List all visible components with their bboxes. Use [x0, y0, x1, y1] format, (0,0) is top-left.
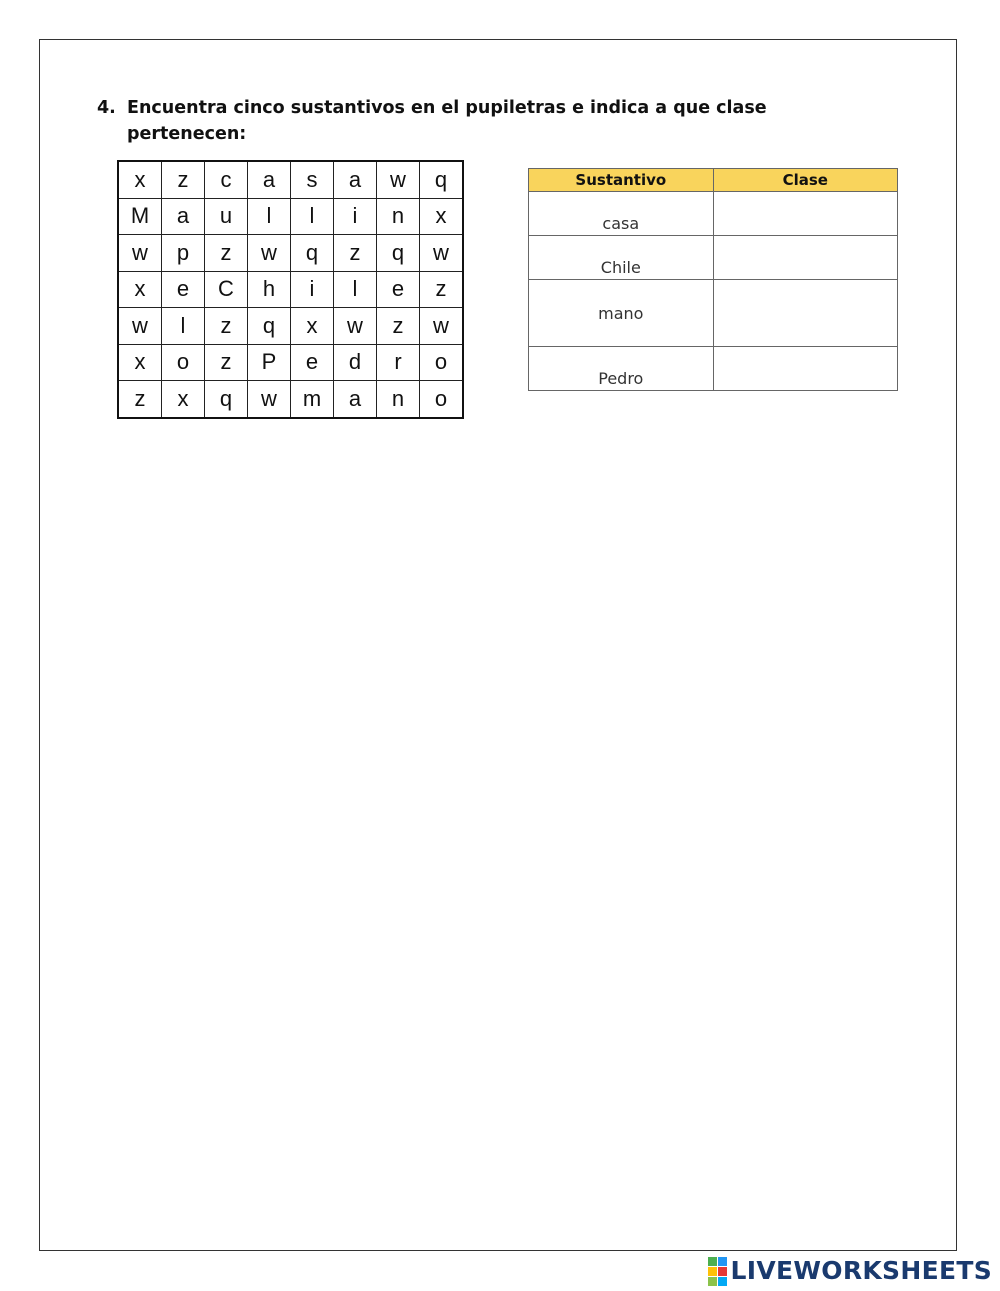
word-search-cell[interactable]: z: [420, 271, 464, 308]
word-search-cell[interactable]: s: [291, 161, 334, 198]
header-noun: Sustantivo: [529, 169, 714, 192]
word-search-cell[interactable]: z: [205, 344, 248, 381]
noun-table-header-row: [529, 169, 898, 192]
word-search-cell[interactable]: z: [205, 308, 248, 345]
word-search-cell[interactable]: x: [118, 344, 162, 381]
word-search-cell[interactable]: i: [334, 198, 377, 235]
word-search-cell[interactable]: P: [248, 344, 291, 381]
word-search-cell[interactable]: q: [248, 308, 291, 345]
noun-cell: Pedro: [529, 347, 714, 391]
word-search-cell[interactable]: c: [205, 161, 248, 198]
table-row: [529, 236, 898, 280]
word-search-cell[interactable]: C: [205, 271, 248, 308]
word-search-cell[interactable]: o: [162, 344, 205, 381]
word-search-row: [118, 381, 463, 418]
word-search-cell[interactable]: a: [248, 161, 291, 198]
noun-cell: casa: [529, 192, 714, 236]
word-search-cell[interactable]: i: [291, 271, 334, 308]
word-search-cell[interactable]: z: [205, 235, 248, 272]
question-line-1: Encuentra cinco sustantivos en el pupiletras e indica a que clase: [127, 98, 767, 118]
word-search-cell[interactable]: l: [248, 198, 291, 235]
word-search-cell[interactable]: w: [334, 308, 377, 345]
word-search-cell[interactable]: w: [118, 235, 162, 272]
word-search-cell[interactable]: o: [420, 381, 464, 418]
word-search-cell[interactable]: l: [291, 198, 334, 235]
word-search-cell[interactable]: q: [377, 235, 420, 272]
word-search-cell[interactable]: a: [162, 198, 205, 235]
logo-mark-square: [708, 1267, 717, 1276]
word-search-row: [118, 308, 463, 345]
word-search-row: [118, 198, 463, 235]
class-answer-cell[interactable]: [713, 280, 897, 347]
word-search-row: [118, 235, 463, 272]
liveworksheets-logo: [708, 1256, 992, 1286]
word-search-cell[interactable]: x: [118, 271, 162, 308]
word-search-cell[interactable]: w: [420, 235, 464, 272]
word-search-cell[interactable]: e: [377, 271, 420, 308]
word-search-cell[interactable]: r: [377, 344, 420, 381]
word-search-cell[interactable]: z: [118, 381, 162, 418]
word-search-cell[interactable]: m: [291, 381, 334, 418]
table-row: [529, 192, 898, 236]
word-search-cell[interactable]: n: [377, 198, 420, 235]
word-search-cell[interactable]: w: [248, 235, 291, 272]
word-search-cell[interactable]: a: [334, 161, 377, 198]
word-search-cell[interactable]: l: [162, 308, 205, 345]
word-search-cell[interactable]: q: [420, 161, 464, 198]
word-search-cell[interactable]: w: [248, 381, 291, 418]
logo-text: LIVEWORKSHEETS: [730, 1256, 992, 1285]
word-search-cell[interactable]: w: [420, 308, 464, 345]
logo-mark-square: [708, 1277, 717, 1286]
word-search-cell[interactable]: q: [205, 381, 248, 418]
word-search-cell[interactable]: p: [162, 235, 205, 272]
word-search-cell[interactable]: a: [334, 381, 377, 418]
word-search-cell[interactable]: x: [162, 381, 205, 418]
word-search-cell[interactable]: x: [291, 308, 334, 345]
word-search-grid: [117, 160, 464, 419]
question-text: [127, 95, 767, 147]
liveworksheets-logo-icon: [708, 1257, 727, 1286]
noun-class-table: [528, 168, 898, 391]
word-search-cell[interactable]: z: [162, 161, 205, 198]
word-search-cell[interactable]: l: [334, 271, 377, 308]
word-search-cell[interactable]: n: [377, 381, 420, 418]
word-search-cell[interactable]: q: [291, 235, 334, 272]
question-number: 4.: [97, 98, 116, 118]
word-search-cell[interactable]: z: [334, 235, 377, 272]
class-answer-cell[interactable]: [713, 347, 897, 391]
word-search-cell[interactable]: h: [248, 271, 291, 308]
header-class: Clase: [713, 169, 897, 192]
word-search-cell[interactable]: w: [377, 161, 420, 198]
word-search-cell[interactable]: M: [118, 198, 162, 235]
noun-cell: Chile: [529, 236, 714, 280]
word-search-cell[interactable]: o: [420, 344, 464, 381]
question-line-2: pertenecen:: [127, 124, 247, 144]
word-search-cell[interactable]: u: [205, 198, 248, 235]
word-search-cell[interactable]: d: [334, 344, 377, 381]
word-search-cell[interactable]: z: [377, 308, 420, 345]
noun-cell: mano: [529, 280, 714, 347]
logo-mark-square: [718, 1257, 727, 1266]
word-search-cell[interactable]: x: [420, 198, 464, 235]
word-search-row: [118, 344, 463, 381]
table-row: [529, 347, 898, 391]
word-search-cell[interactable]: e: [162, 271, 205, 308]
logo-mark-square: [708, 1257, 717, 1266]
word-search-cell[interactable]: x: [118, 161, 162, 198]
class-answer-cell[interactable]: [713, 236, 897, 280]
word-search-cell[interactable]: w: [118, 308, 162, 345]
logo-mark-square: [718, 1267, 727, 1276]
word-search-row: [118, 271, 463, 308]
class-answer-cell[interactable]: [713, 192, 897, 236]
word-search-row: [118, 161, 463, 198]
table-row: [529, 280, 898, 347]
word-search-cell[interactable]: e: [291, 344, 334, 381]
logo-mark-square: [718, 1277, 727, 1286]
